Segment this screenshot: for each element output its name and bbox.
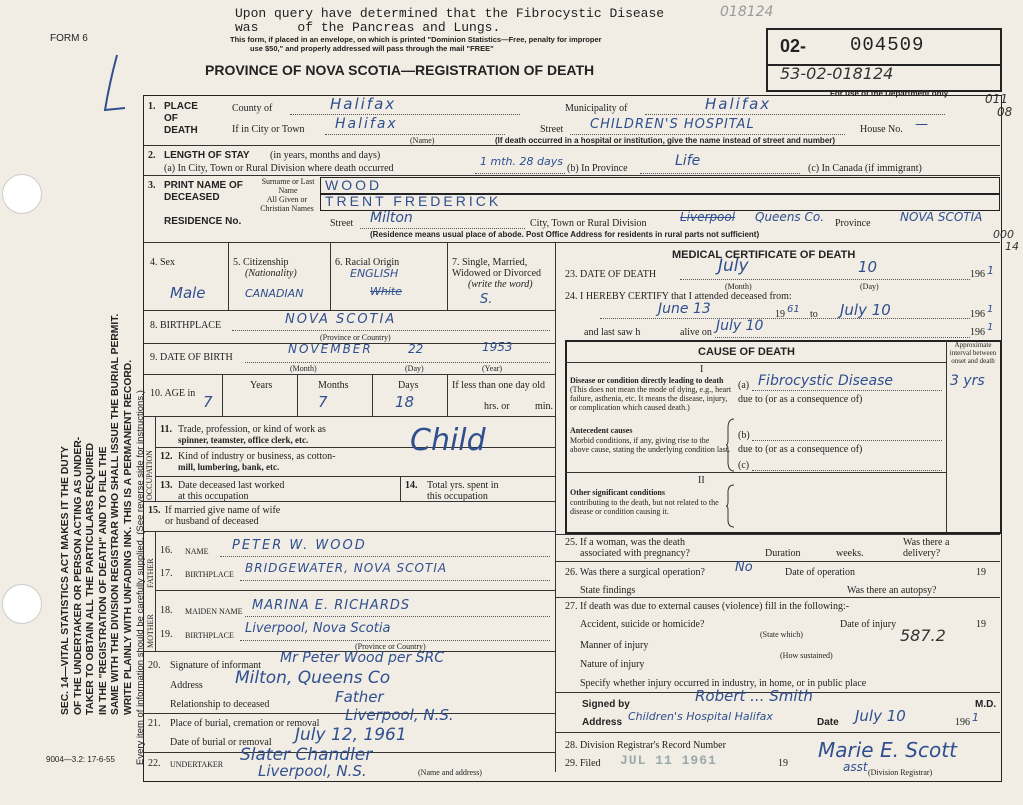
maiden-name-line	[245, 616, 550, 617]
occupation-section-label: OCCUPATION	[145, 450, 154, 500]
mother-maiden: MARINA E. RICHARDS	[252, 598, 411, 613]
roman-one: I	[700, 364, 704, 375]
cause-b-label: (b)	[738, 430, 750, 441]
citizenship-sub: (Nationality)	[245, 268, 297, 279]
relationship-label: Relationship to deceased	[170, 699, 270, 710]
given-value: TRENT FREDERICK	[325, 193, 502, 209]
findings-label: State findings	[580, 585, 636, 596]
street-label: Street	[540, 124, 564, 135]
given-label: All Given or Christian Names	[260, 195, 314, 213]
q17-number: 17.	[160, 568, 173, 579]
city-label: If in City or Town	[232, 124, 305, 135]
pencil-number: 018124	[720, 4, 774, 20]
stay-a-line	[475, 173, 565, 174]
divider	[155, 476, 555, 477]
county-label: County of	[232, 103, 273, 114]
accident-label: Accident, suicide or homicide?	[580, 619, 705, 630]
divider	[143, 531, 555, 532]
residence-street-value: Milton	[370, 210, 413, 226]
day-caption: (Day)	[860, 282, 879, 291]
age-years: 7	[203, 393, 213, 411]
specify-label: Specify whether injury occurred in industry, in home, or in public place	[580, 678, 867, 689]
q24-label: 24. I HEREBY CERTIFY that I attended deceased from:	[565, 291, 792, 302]
province-value: NOVA SCOTIA	[900, 210, 983, 224]
length-of-stay-sub: (in years, months and days)	[270, 150, 381, 161]
q13-text-2: at this occupation	[178, 491, 249, 502]
side-line-4: IN THE "REGISTRATION OF DEATH" AND TO FILE THE	[97, 446, 109, 715]
attended-from-year-prefix: 19	[775, 309, 785, 320]
lt-day-label: If less than one day old	[452, 380, 546, 391]
q3-number: 3.	[148, 180, 156, 191]
street-value: CHILDREN'S HOSPITAL	[590, 117, 755, 132]
punch-hole-top	[2, 174, 42, 214]
age-label: 10. AGE in	[150, 388, 196, 399]
q25-line-2: associated with pregnancy?	[580, 548, 690, 559]
divider	[155, 447, 555, 448]
q13-number: 13.	[160, 480, 173, 491]
postal-note-line-2: use $50," and properly addressed will pass through the mail "FREE"	[250, 44, 494, 53]
cause-a-label: (a)	[738, 380, 750, 391]
q2-number: 2.	[148, 150, 156, 161]
q15-number: 15.	[148, 505, 161, 516]
death-year-prefix: 196	[970, 269, 985, 280]
spouse-text-1: If married give name of wife	[165, 505, 281, 516]
signed-value: Robert ... Smith	[695, 687, 813, 705]
divider	[555, 597, 1000, 598]
house-label: House No.	[860, 124, 903, 135]
duration-label: Duration	[765, 548, 801, 559]
side-line-5: SAME WITH THE DIVISION REGISTRAR WHO SHALL ISSUE THE BURIAL PERMIT.	[110, 313, 121, 715]
cell-divider	[155, 416, 156, 501]
q21-number: 21.	[148, 718, 161, 729]
disease-label: Disease or condition directly leading to death	[570, 376, 724, 385]
physician-address: Children's Hospital Halifax	[628, 710, 773, 723]
q23-line	[680, 279, 970, 280]
residence-label: RESIDENCE No.	[164, 216, 242, 227]
q27-label: 27. If death was due to external causes (violence) fill in the following:-	[565, 601, 850, 612]
sex-value: Male	[170, 284, 206, 302]
injury-year: 19	[976, 619, 986, 630]
cell-divider	[297, 374, 298, 416]
father-birthplace: BRIDGEWATER, NOVA SCOTIA	[245, 561, 448, 575]
spouse-text-2: or husband of deceased	[165, 516, 259, 527]
cell-divider	[447, 374, 448, 416]
stay-b-line	[640, 173, 800, 174]
md-label: M.D.	[975, 699, 997, 710]
hrs-label: hrs. or	[484, 401, 510, 412]
interval-divider	[946, 340, 947, 532]
residence-city-value: Queens Co.	[755, 210, 825, 224]
form-title: PROVINCE OF NOVA SCOTIA—REGISTRATION OF DEATH	[205, 62, 595, 78]
county-line	[290, 114, 520, 115]
last-saw-value: July 10	[716, 318, 764, 334]
nature-label: Nature of injury	[580, 659, 645, 670]
cause-c-label: (c)	[738, 460, 750, 471]
divider	[155, 590, 555, 591]
house-value: —	[915, 117, 928, 132]
q11-number: 11.	[160, 424, 172, 435]
cause-b-line	[752, 440, 942, 441]
cell-divider	[400, 476, 401, 501]
q14-text-1: Total yrs. spent in	[427, 480, 499, 491]
marital-sub: (write the word)	[468, 279, 533, 290]
years-label: Years	[250, 380, 273, 391]
signed-year-prefix: 196	[955, 717, 970, 728]
undertaker-address: Liverpool, N.S.	[258, 762, 367, 780]
dob-line	[245, 362, 550, 363]
antecedent-label: Antecedent causes	[570, 426, 633, 435]
disease-note: (This does not mean the mode of dying, e.g., heart failure, asthenia, etc. It means the disease, injury, or complication which caused death.)	[570, 385, 732, 412]
q1-number: 1.	[148, 101, 156, 112]
mother-birthplace-caption: (Province or Country)	[355, 642, 426, 651]
attended-to: July 10	[840, 301, 891, 319]
due-to-b: due to (or as a consequence of)	[738, 444, 863, 455]
how-caption: (How sustained)	[780, 651, 833, 660]
last-saw-year-suffix: 1	[987, 322, 994, 333]
side-line-2: OF THE UNDERTAKER OR PERSON ACTING AS UNDER-	[72, 436, 84, 715]
interval-label: Approximate interval between onset and death	[949, 341, 997, 365]
citizenship-value: CANADIAN	[245, 287, 304, 300]
handwritten-file-number: 53-02-018124	[780, 64, 894, 83]
print-name-label: PRINT NAME OF DECEASED	[164, 180, 243, 203]
age-days: 18	[395, 393, 415, 411]
birthplace-line	[232, 330, 550, 331]
divider	[555, 534, 1000, 535]
registrar-sub: asst	[843, 760, 868, 774]
divider	[143, 145, 1000, 146]
occupation-value: Child	[410, 423, 486, 458]
surname-label: Surname or Last Name	[261, 177, 315, 195]
last-saw-line	[715, 337, 970, 338]
last-saw-label: and last saw h	[584, 327, 641, 338]
cell-divider	[447, 242, 448, 310]
informant-address: Milton, Queens Co	[235, 668, 391, 688]
burial-date-label: Date of burial or removal	[170, 737, 272, 748]
sex-label: 4. Sex	[150, 257, 175, 268]
footer-code: 9004—3.2: 17-6-55	[46, 755, 115, 764]
cell-divider	[228, 242, 229, 310]
divider	[143, 374, 555, 375]
q12-text-1: Kind of industry or business, as cotton-	[178, 451, 336, 462]
side-instructions	[60, 30, 146, 770]
death-year-suffix: 1	[987, 264, 994, 277]
divider	[143, 242, 1000, 243]
stay-b-value: Life	[675, 153, 701, 169]
divider	[565, 472, 946, 473]
month-caption: (Month)	[725, 282, 752, 291]
birthplace-caption: (Province or Country)	[320, 333, 391, 342]
attended-from: June 13	[658, 301, 711, 317]
city-line	[325, 134, 505, 135]
signed-date-label: Date	[817, 717, 839, 728]
cell-divider	[222, 374, 223, 416]
dob-month-caption: (Month)	[290, 364, 317, 373]
maiden-name-label: MAIDEN NAME	[185, 607, 243, 616]
father-name-line	[220, 556, 550, 557]
filed-year: 19	[778, 758, 788, 769]
side-line-6: WRITE PLAINLY WITH UNFADING INK. THIS IS A PERMANENT RECORD.	[122, 359, 134, 715]
mother-birthplace-label: BIRTHPLACE	[185, 631, 234, 640]
other-conditions-text: contributing to the death, but not related to the disease or condition causing it.	[570, 498, 719, 516]
stay-a-label: (a) In City, Town or Rural Division where death occurred	[164, 163, 394, 174]
operation-year: 19	[976, 567, 986, 578]
other-brace	[726, 484, 736, 528]
informant-signature-label: Signature of informant	[170, 660, 262, 671]
q19-number: 19.	[160, 629, 173, 640]
father-birthplace-line	[240, 580, 550, 581]
racial-struck: White	[370, 285, 402, 298]
dept-use-caption: For use of the Department only	[830, 89, 949, 98]
injury-date-label: Date of injury	[840, 619, 897, 630]
dob-day: 22	[408, 342, 424, 356]
stay-a-value: 1 mth. 28 days	[480, 155, 563, 168]
residence-street-label: Street	[330, 218, 354, 229]
city-value: Halifax	[335, 116, 398, 132]
birthplace-label: 8. BIRTHPLACE	[150, 320, 222, 331]
father-birthplace-label: BIRTHPLACE	[185, 570, 234, 579]
stay-b-label: (b) In Province	[567, 163, 628, 174]
mother-birthplace-line	[240, 640, 550, 641]
cell-divider	[155, 531, 156, 651]
margin-code-2: 08	[997, 105, 1013, 119]
county-value: Halifax	[330, 95, 397, 113]
registrar-caption: (Division Registrar)	[868, 768, 933, 777]
last-saw-year-prefix: 196	[970, 327, 985, 338]
place-of-death-label: PLACE OF DEATH	[164, 101, 198, 136]
informant-address-label: Address	[170, 680, 203, 691]
municipality-value: Halifax	[705, 95, 772, 113]
mother-section-label: MOTHER	[146, 614, 155, 648]
father-name: PETER W. WOOD	[232, 538, 367, 553]
typed-note-line-2: was of the Pancreas and Lungs.	[235, 20, 501, 35]
q25-line-1: 25. If a woman, was the death	[565, 537, 685, 548]
q18-number: 18.	[160, 605, 173, 616]
cause-a-value: Fibrocystic Disease	[758, 373, 894, 389]
divider	[143, 501, 555, 502]
reg-prefix: 02-	[780, 36, 807, 56]
delivery-label: Was there a delivery?	[903, 537, 950, 559]
cause-title: CAUSE OF DEATH	[698, 346, 795, 358]
marital-value: S.	[480, 292, 493, 307]
cell-divider	[330, 242, 331, 310]
q16-number: 16.	[160, 545, 173, 556]
q12-text-2: mill, lumbering, bank, etc.	[178, 462, 280, 472]
cause-a-line	[752, 390, 942, 391]
roman-two: II	[698, 475, 705, 486]
operation-date-label: Date of operation	[785, 567, 855, 578]
interval-a-value: 3 yrs	[950, 373, 985, 389]
residence-city-struck: Liverpool	[680, 210, 736, 224]
q14-text-2: this occupation	[427, 491, 488, 502]
reg-number: 004509	[850, 34, 925, 56]
surname-value: WOOD	[325, 177, 383, 193]
residence-street-line	[360, 228, 525, 229]
attended-to-year-suffix: 1	[987, 304, 994, 315]
q20-number: 20.	[148, 660, 161, 671]
filed-stamp: JUL 11 1961	[620, 753, 717, 768]
due-to-a: due to (or as a consequence of)	[738, 394, 863, 405]
medical-title: MEDICAL CERTIFICATE OF DEATH	[672, 249, 856, 261]
death-month: July	[718, 256, 749, 276]
burial-place-label: Place of burial, cremation or removal	[170, 718, 320, 729]
divider	[555, 732, 1000, 733]
father-section-label: FATHER	[146, 558, 155, 588]
province-label: Province	[835, 218, 871, 229]
q23-label: 23. DATE OF DEATH	[565, 269, 657, 280]
length-of-stay-label: LENGTH OF STAY	[164, 150, 250, 161]
registrar-signature: Marie E. Scott	[818, 738, 957, 762]
undertaker-caption: (Name and address)	[418, 768, 482, 777]
residence-note: (Residence means usual place of abode. Post Office Address for residents in rural parts not sufficient)	[370, 230, 760, 239]
relationship-value: Father	[335, 688, 384, 706]
dob-year-caption: (Year)	[482, 364, 503, 373]
birthplace-value: NOVA SCOTIA	[285, 312, 397, 327]
attended-line	[600, 318, 970, 319]
marital-label: 7. Single, Married, Widowed or Divorced	[452, 257, 542, 279]
postal-note-line-1: This form, if placed in an envelope, on which is printed "Dominion Statistics—Free, penalty for improper	[230, 35, 602, 44]
dob-day-caption: (Day)	[405, 364, 424, 373]
typed-note-line-1: Upon query have determined that the Fibrocystic Disease	[235, 6, 665, 21]
signed-label: Signed by	[582, 699, 630, 710]
q22-number: 22.	[148, 758, 161, 769]
hospital-note: (If death occurred in a hospital or institution, give the name instead of street and number)	[495, 136, 836, 145]
death-day: 10	[858, 258, 878, 276]
q12-number: 12.	[160, 451, 173, 462]
q26-label: 26. Was there a surgical operation?	[565, 567, 705, 578]
q11-text-2: spinner, teamster, office clerk, etc.	[178, 435, 309, 445]
antecedent-text: Morbid conditions, if any, giving rise to the above cause, stating the underlying condition last.	[570, 436, 730, 454]
q11-text-1: Trade, profession, or kind of work as	[178, 424, 326, 435]
municipality-label: Municipality of	[565, 103, 628, 114]
signed-year-suffix: 1	[972, 711, 979, 724]
attended-from-year-suffix: 61	[787, 304, 800, 315]
divider	[555, 561, 1000, 562]
divider	[143, 416, 555, 417]
cell-divider	[372, 374, 373, 416]
q28-label: 28. Division Registrar's Record Number	[565, 740, 726, 751]
citizenship-label: 5. Citizenship	[233, 257, 289, 268]
racial-label: 6. Racial Origin	[335, 257, 400, 268]
divider	[565, 362, 946, 363]
informant-signature: Mr Peter Wood per SRC	[280, 650, 445, 666]
burial-place: Liverpool, N.S.	[345, 706, 454, 724]
months-label: Months	[318, 380, 349, 391]
age-months: 7	[318, 393, 328, 411]
dob-month: NOVEMBER	[288, 342, 373, 356]
state-which-caption: (State which)	[760, 630, 803, 639]
q13-text-1: Date deceased last worked	[178, 480, 285, 491]
attended-to-year-prefix: 196	[970, 309, 985, 320]
side-line-7: Every item of information should be carefully supplied. (See reverse side for instructions.)	[135, 390, 146, 765]
father-name-label: NAME	[185, 547, 209, 556]
stay-c-label: (c) In Canada (if immigrant)	[808, 163, 922, 174]
undertaker-label: UNDERTAKER	[170, 760, 224, 769]
margin-code-1: 011	[985, 92, 1008, 106]
street-line	[570, 134, 845, 135]
q26-value: No	[735, 560, 753, 575]
autopsy-label: Was there an autopsy?	[847, 585, 937, 596]
racial-value: ENGLISH	[350, 267, 399, 280]
alive-label: alive on	[680, 327, 712, 338]
mother-birthplace: Liverpool, Nova Scotia	[245, 621, 391, 636]
margin-code-3: 000	[993, 228, 1014, 241]
min-label: min.	[535, 401, 554, 412]
undertaker-name: Slater Chandler	[240, 745, 373, 765]
dob-year: 1953	[482, 340, 513, 354]
divider	[143, 310, 555, 311]
to-label: to	[810, 309, 818, 320]
margin-code-4: 14	[1005, 240, 1019, 253]
burial-date: July 12, 1961	[295, 725, 407, 745]
other-conditions-label: Other significant conditions	[570, 488, 665, 497]
cause-code: 587.2	[900, 626, 946, 645]
punch-hole-bottom	[2, 584, 42, 624]
signed-date: July 10	[855, 707, 906, 725]
physician-address-label: Address	[582, 717, 623, 728]
antecedent-brace	[726, 418, 736, 472]
form-number: FORM 6	[50, 33, 88, 44]
q29-label: 29. Filed	[565, 758, 601, 769]
divider	[143, 175, 1000, 176]
residence-city-label: City, Town or Rural Division	[530, 218, 647, 229]
q14-number: 14.	[405, 480, 418, 491]
cause-c-line	[752, 470, 942, 471]
manner-label: Manner of injury	[580, 640, 649, 651]
municipality-line	[645, 114, 945, 115]
name-caption: (Name)	[410, 136, 435, 145]
days-label: Days	[398, 380, 419, 391]
dob-label: 9. DATE OF BIRTH	[150, 352, 233, 363]
side-line-1: SEC. 14—VITAL STATISTICS ACT MAKES IT THE DUTY	[60, 446, 71, 715]
weeks-label: weeks.	[836, 548, 864, 559]
side-line-3: TAKER TO OBTAIN ALL THE PARTICULARS REQUIRED	[85, 442, 96, 715]
